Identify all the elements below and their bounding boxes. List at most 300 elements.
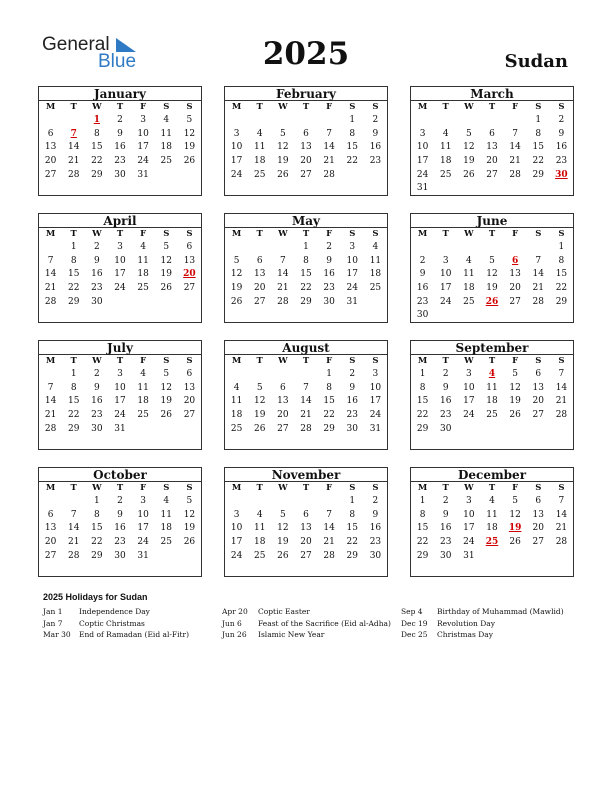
empty-cell bbox=[248, 114, 271, 128]
weekday-label: W bbox=[92, 483, 102, 493]
day-cell: 23 bbox=[91, 283, 103, 294]
day-cell: 21 bbox=[532, 283, 544, 294]
day-cell: 16 bbox=[114, 523, 126, 534]
day-cell: 8 bbox=[419, 382, 426, 393]
day-cell: 17 bbox=[416, 156, 429, 167]
day-cell: 12 bbox=[486, 269, 498, 280]
day-cell: 3 bbox=[233, 509, 240, 520]
day-cell: 21 bbox=[67, 537, 80, 548]
day-cell: 12 bbox=[277, 523, 289, 534]
day-cell: 4 bbox=[442, 128, 449, 139]
day-cell: 13 bbox=[277, 396, 289, 407]
day-cell: 20 bbox=[44, 156, 57, 167]
day-cell: 14 bbox=[323, 142, 335, 153]
day-cell: 24 bbox=[137, 537, 149, 548]
day-cell: 16 bbox=[439, 396, 452, 407]
day-cell: 28 bbox=[277, 296, 289, 307]
empty-cell bbox=[411, 114, 434, 128]
empty-cell bbox=[411, 241, 434, 255]
empty-cell bbox=[225, 495, 248, 509]
weekday-label: T bbox=[70, 356, 77, 366]
holiday-date: Apr 20 bbox=[222, 607, 248, 616]
day-cell: 22 bbox=[91, 537, 103, 548]
day-cell: 26 bbox=[277, 169, 289, 180]
empty-cell bbox=[457, 114, 480, 128]
day-cell: 21 bbox=[44, 283, 57, 294]
day-cell: 8 bbox=[558, 255, 565, 266]
day-cell: 30 bbox=[323, 296, 335, 307]
holiday-column bbox=[401, 606, 564, 641]
weekday-label: M bbox=[231, 483, 242, 493]
day-cell: 12 bbox=[160, 382, 172, 393]
weekday-label: F bbox=[512, 356, 519, 366]
holiday-day: 26 bbox=[485, 296, 499, 307]
weekday-label: W bbox=[278, 229, 288, 239]
month-name: November bbox=[225, 468, 387, 482]
day-cell: 3 bbox=[442, 255, 449, 266]
weekday-label: M bbox=[231, 356, 242, 366]
day-cell: 7 bbox=[279, 255, 286, 266]
day-cell: 8 bbox=[535, 128, 542, 139]
day-cell: 18 bbox=[463, 283, 475, 294]
weekday-label: M bbox=[45, 229, 56, 239]
holiday-day: 30 bbox=[555, 169, 568, 180]
day-cell: 17 bbox=[439, 283, 452, 294]
day-cell: 14 bbox=[67, 142, 80, 153]
day-cell: 6 bbox=[186, 242, 193, 252]
day-cell: 29 bbox=[323, 423, 335, 434]
weekday-label: S bbox=[535, 356, 542, 366]
month-name: January bbox=[39, 87, 201, 101]
empty-cell bbox=[248, 368, 271, 382]
holiday-row bbox=[222, 606, 391, 618]
day-cell: 23 bbox=[114, 537, 126, 548]
day-cell: 8 bbox=[326, 382, 332, 393]
month-name: April bbox=[39, 214, 201, 228]
weekday-label: S bbox=[372, 483, 379, 493]
empty-cell bbox=[39, 495, 62, 509]
day-cell: 7 bbox=[47, 255, 54, 266]
month-name: July bbox=[39, 341, 201, 355]
day-cell: 27 bbox=[44, 550, 57, 561]
day-cell: 25 bbox=[160, 156, 172, 167]
day-cell: 2 bbox=[372, 496, 379, 506]
day-cell: 29 bbox=[300, 296, 312, 307]
day-cell: 10 bbox=[463, 382, 475, 393]
holiday-name: Coptic Christmas bbox=[79, 618, 145, 628]
day-cell: 18 bbox=[160, 523, 172, 534]
weekday-label: F bbox=[140, 229, 147, 239]
day-cell: 31 bbox=[346, 296, 358, 307]
day-cell: 12 bbox=[183, 509, 196, 520]
weekday-label: M bbox=[45, 102, 56, 112]
day-cell: 16 bbox=[346, 396, 358, 407]
year-title: 2025 bbox=[262, 36, 350, 72]
empty-cell bbox=[457, 241, 480, 255]
weekday-label: S bbox=[186, 229, 193, 239]
holiday-name: Independence Day bbox=[79, 607, 150, 616]
day-cell: 15 bbox=[323, 396, 335, 407]
day-cell: 21 bbox=[67, 156, 80, 167]
day-cell: 1 bbox=[349, 496, 356, 506]
day-cell: 13 bbox=[44, 142, 57, 153]
weekday-label: W bbox=[92, 229, 102, 239]
day-cell: 16 bbox=[323, 269, 335, 280]
weekday-label: W bbox=[464, 483, 474, 493]
day-cell: 14 bbox=[67, 523, 80, 534]
holiday-column bbox=[222, 606, 391, 641]
day-cell: 9 bbox=[372, 128, 379, 139]
day-cell: 26 bbox=[509, 410, 521, 421]
weekday-label: T bbox=[70, 102, 77, 112]
day-cell: 2 bbox=[442, 369, 449, 379]
day-cell: 9 bbox=[419, 269, 426, 280]
day-cell: 29 bbox=[67, 423, 80, 434]
day-cell: 18 bbox=[369, 269, 382, 280]
day-cell: 31 bbox=[463, 550, 475, 561]
day-cell: 23 bbox=[555, 156, 568, 167]
day-cell: 19 bbox=[463, 156, 475, 167]
day-cell: 17 bbox=[114, 269, 126, 280]
month-name: August bbox=[225, 341, 387, 355]
day-cell: 20 bbox=[509, 283, 521, 294]
day-cell: 5 bbox=[256, 382, 263, 393]
day-cell: 25 bbox=[463, 296, 475, 307]
empty-cell bbox=[225, 114, 248, 128]
day-cell: 19 bbox=[183, 142, 196, 153]
day-cell: 11 bbox=[463, 269, 475, 280]
day-cell: 22 bbox=[91, 156, 103, 167]
day-cell: 31 bbox=[137, 550, 149, 561]
day-cell: 7 bbox=[326, 509, 332, 520]
day-cell: 14 bbox=[300, 396, 312, 407]
weekday-label: T bbox=[442, 356, 449, 366]
day-cell: 17 bbox=[369, 396, 382, 407]
weekday-label: W bbox=[464, 229, 474, 239]
day-cell: 24 bbox=[463, 410, 475, 421]
weekday-label: S bbox=[349, 356, 356, 366]
day-cell: 12 bbox=[160, 255, 172, 266]
day-cell: 2 bbox=[117, 496, 123, 506]
weekday-label: S bbox=[163, 102, 170, 112]
holiday-name: Birthday of Muhammad (Mawlid) bbox=[437, 607, 564, 616]
weekday-label: T bbox=[116, 229, 124, 239]
day-cell: 17 bbox=[230, 537, 243, 548]
weekday-label: F bbox=[326, 229, 333, 239]
day-cell: 10 bbox=[137, 128, 149, 139]
day-cell: 25 bbox=[137, 410, 149, 421]
day-cell: 8 bbox=[70, 382, 77, 393]
day-cell: 26 bbox=[160, 283, 172, 294]
day-cell: 21 bbox=[555, 396, 568, 407]
day-cell: 4 bbox=[256, 509, 263, 520]
day-cell: 9 bbox=[117, 128, 123, 139]
day-cell: 17 bbox=[230, 156, 243, 167]
day-cell: 10 bbox=[416, 142, 429, 153]
weekday-label: M bbox=[417, 483, 428, 493]
day-cell: 15 bbox=[67, 269, 80, 280]
day-cell: 24 bbox=[416, 169, 429, 180]
day-cell: 25 bbox=[230, 423, 243, 434]
weekday-label: S bbox=[558, 229, 565, 239]
day-cell: 11 bbox=[369, 255, 382, 266]
day-cell: 15 bbox=[416, 523, 429, 534]
weekday-label: S bbox=[558, 483, 565, 493]
day-cell: 9 bbox=[93, 255, 100, 266]
day-cell: 10 bbox=[230, 523, 243, 534]
weekday-label: F bbox=[326, 102, 333, 112]
day-cell: 30 bbox=[346, 423, 358, 434]
day-cell: 10 bbox=[114, 255, 126, 266]
day-cell: 12 bbox=[509, 509, 521, 520]
day-cell: 24 bbox=[230, 550, 243, 561]
weekday-label: W bbox=[278, 483, 288, 493]
day-cell: 23 bbox=[439, 537, 452, 548]
day-cell: 18 bbox=[486, 523, 498, 534]
day-cell: 29 bbox=[91, 550, 103, 561]
day-cell: 19 bbox=[183, 523, 196, 534]
day-cell: 23 bbox=[346, 410, 358, 421]
day-grid bbox=[39, 368, 201, 436]
day-cell: 11 bbox=[230, 396, 243, 407]
day-cell: 19 bbox=[253, 410, 266, 421]
day-cell: 13 bbox=[300, 523, 312, 534]
weekday-label: F bbox=[326, 356, 333, 366]
empty-cell bbox=[480, 241, 503, 255]
day-cell: 11 bbox=[486, 509, 498, 520]
day-grid bbox=[39, 241, 201, 309]
empty-cell bbox=[248, 241, 271, 255]
day-cell: 16 bbox=[114, 142, 126, 153]
day-cell: 8 bbox=[419, 509, 426, 520]
day-cell: 20 bbox=[183, 396, 196, 407]
empty-cell bbox=[294, 495, 317, 509]
day-cell: 2 bbox=[558, 115, 565, 125]
day-cell: 15 bbox=[532, 142, 544, 153]
day-cell: 1 bbox=[419, 496, 426, 506]
day-grid bbox=[411, 241, 573, 323]
month-march bbox=[410, 86, 574, 196]
day-cell: 30 bbox=[91, 423, 103, 434]
day-cell: 26 bbox=[160, 410, 172, 421]
day-cell: 13 bbox=[532, 382, 544, 393]
month-name: February bbox=[225, 87, 387, 101]
weekday-label: T bbox=[302, 483, 310, 493]
day-cell: 2 bbox=[442, 496, 449, 506]
day-cell: 6 bbox=[256, 255, 263, 266]
day-cell: 2 bbox=[117, 115, 123, 125]
day-cell: 22 bbox=[416, 410, 429, 421]
empty-cell bbox=[504, 241, 527, 255]
day-cell: 1 bbox=[70, 369, 77, 379]
day-cell: 16 bbox=[439, 523, 452, 534]
day-cell: 7 bbox=[70, 509, 77, 520]
holiday-date: Jan 1 bbox=[43, 607, 63, 616]
weekday-label: T bbox=[442, 102, 449, 112]
day-cell: 14 bbox=[509, 142, 521, 153]
month-november bbox=[224, 467, 388, 577]
day-cell: 4 bbox=[372, 242, 379, 252]
weekday-label: T bbox=[70, 229, 77, 239]
day-cell: 9 bbox=[349, 382, 356, 393]
holiday-day: 19 bbox=[508, 523, 522, 534]
day-cell: 28 bbox=[44, 296, 57, 307]
holiday-name: Christmas Day bbox=[437, 630, 493, 639]
day-cell: 3 bbox=[140, 496, 146, 506]
empty-cell bbox=[294, 114, 317, 128]
empty-cell bbox=[225, 368, 248, 382]
day-cell: 14 bbox=[277, 269, 289, 280]
day-cell: 26 bbox=[253, 423, 266, 434]
country-name: Sudan bbox=[504, 51, 568, 72]
month-september bbox=[410, 340, 574, 450]
day-cell: 7 bbox=[558, 496, 565, 506]
day-cell: 4 bbox=[489, 496, 495, 506]
weekday-label: S bbox=[535, 483, 542, 493]
logo-word-general: General bbox=[42, 34, 110, 55]
day-cell: 28 bbox=[323, 550, 335, 561]
day-cell: 17 bbox=[137, 523, 149, 534]
day-cell: 4 bbox=[163, 115, 170, 125]
day-cell: 11 bbox=[486, 382, 498, 393]
day-cell: 22 bbox=[346, 537, 358, 548]
day-cell: 21 bbox=[555, 523, 568, 534]
holiday-name: Feast of the Sacrifice (Eid al-Adha) bbox=[258, 618, 391, 628]
day-cell: 24 bbox=[114, 283, 126, 294]
weekday-label: F bbox=[512, 229, 519, 239]
holiday-column bbox=[43, 606, 189, 641]
weekday-label: T bbox=[116, 483, 124, 493]
day-cell: 22 bbox=[67, 283, 80, 294]
weekday-label: S bbox=[372, 356, 379, 366]
holidays-title: 2025 Holidays for Sudan bbox=[43, 592, 148, 602]
holiday-day: 6 bbox=[512, 255, 519, 266]
day-cell: 24 bbox=[439, 296, 452, 307]
month-name: June bbox=[411, 214, 573, 228]
day-cell: 1 bbox=[303, 242, 309, 252]
day-cell: 4 bbox=[140, 369, 146, 379]
weekday-label: S bbox=[535, 102, 542, 112]
weekday-label: M bbox=[231, 102, 242, 112]
day-cell: 8 bbox=[303, 255, 309, 266]
day-cell: 21 bbox=[300, 410, 312, 421]
day-cell: 11 bbox=[439, 142, 452, 153]
day-cell: 6 bbox=[303, 509, 309, 520]
day-cell: 11 bbox=[137, 255, 149, 266]
day-cell: 6 bbox=[279, 382, 286, 393]
day-cell: 15 bbox=[346, 523, 358, 534]
empty-cell bbox=[271, 114, 294, 128]
day-cell: 21 bbox=[509, 156, 521, 167]
empty-cell bbox=[62, 495, 85, 509]
day-cell: 3 bbox=[117, 369, 123, 379]
day-grid bbox=[411, 495, 573, 563]
day-cell: 10 bbox=[114, 382, 126, 393]
day-cell: 31 bbox=[114, 423, 126, 434]
day-cell: 1 bbox=[349, 115, 356, 125]
weekday-label: T bbox=[488, 229, 496, 239]
day-cell: 22 bbox=[67, 410, 80, 421]
empty-cell bbox=[271, 241, 294, 255]
holiday-date: Sep 4 bbox=[401, 607, 423, 616]
day-cell: 8 bbox=[93, 128, 100, 139]
day-cell: 13 bbox=[253, 269, 266, 280]
day-cell: 28 bbox=[323, 169, 335, 180]
day-cell: 27 bbox=[277, 423, 289, 434]
day-grid bbox=[225, 241, 387, 309]
day-cell: 21 bbox=[323, 537, 335, 548]
day-cell: 2 bbox=[326, 242, 332, 252]
day-cell: 28 bbox=[67, 550, 80, 561]
month-january bbox=[38, 86, 202, 196]
day-cell: 12 bbox=[230, 269, 243, 280]
weekday-label: S bbox=[186, 483, 193, 493]
day-grid bbox=[225, 114, 387, 182]
day-cell: 17 bbox=[137, 142, 149, 153]
day-cell: 19 bbox=[160, 396, 172, 407]
weekday-header bbox=[39, 355, 201, 367]
day-cell: 5 bbox=[512, 369, 518, 379]
day-cell: 24 bbox=[346, 283, 358, 294]
weekday-label: F bbox=[140, 102, 147, 112]
day-cell: 5 bbox=[186, 115, 193, 125]
day-cell: 1 bbox=[558, 242, 565, 252]
day-cell: 1 bbox=[70, 242, 77, 252]
weekday-label: M bbox=[417, 356, 428, 366]
empty-cell bbox=[318, 495, 341, 509]
weekday-label: M bbox=[417, 102, 428, 112]
empty-cell bbox=[62, 114, 85, 128]
day-cell: 9 bbox=[93, 382, 100, 393]
empty-cell bbox=[271, 495, 294, 509]
day-cell: 28 bbox=[44, 423, 57, 434]
day-cell: 28 bbox=[67, 169, 80, 180]
weekday-label: F bbox=[140, 356, 147, 366]
day-cell: 19 bbox=[160, 269, 172, 280]
month-name: March bbox=[411, 87, 573, 101]
day-cell: 27 bbox=[44, 169, 57, 180]
day-cell: 18 bbox=[230, 410, 243, 421]
weekday-label: M bbox=[45, 356, 56, 366]
weekday-label: T bbox=[116, 102, 124, 112]
day-cell: 24 bbox=[230, 169, 243, 180]
day-cell: 25 bbox=[137, 283, 149, 294]
day-cell: 27 bbox=[532, 537, 544, 548]
day-cell: 29 bbox=[67, 296, 80, 307]
holiday-day: 4 bbox=[488, 369, 496, 379]
day-cell: 18 bbox=[486, 396, 498, 407]
day-cell: 30 bbox=[114, 169, 126, 180]
day-cell: 13 bbox=[509, 269, 521, 280]
day-cell: 7 bbox=[326, 128, 332, 139]
weekday-label: S bbox=[163, 483, 170, 493]
day-cell: 16 bbox=[91, 269, 103, 280]
day-cell: 26 bbox=[183, 156, 196, 167]
weekday-label: T bbox=[442, 483, 449, 493]
day-cell: 2 bbox=[349, 369, 356, 379]
day-cell: 23 bbox=[439, 410, 452, 421]
day-cell: 29 bbox=[91, 169, 103, 180]
weekday-header bbox=[39, 482, 201, 494]
holiday-date: Mar 30 bbox=[43, 630, 71, 639]
day-cell: 30 bbox=[91, 296, 103, 307]
day-cell: 8 bbox=[93, 509, 100, 520]
day-cell: 6 bbox=[47, 509, 54, 520]
day-cell: 22 bbox=[555, 283, 568, 294]
day-cell: 5 bbox=[186, 496, 193, 506]
weekday-label: F bbox=[140, 483, 147, 493]
day-cell: 24 bbox=[369, 410, 382, 421]
